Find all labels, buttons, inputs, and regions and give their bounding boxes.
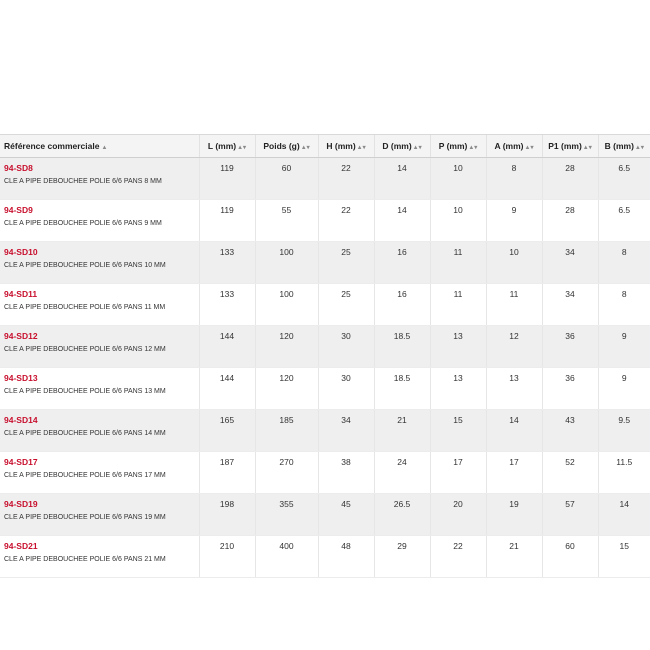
product-description: CLE A PIPE DEBOUCHEE POLIE 6/6 PANS 12 MM (4, 346, 166, 353)
product-reference-link[interactable]: 94-SD12 (4, 331, 38, 341)
value-cell-d: 18.5 (374, 368, 430, 410)
value-cell-h: 22 (318, 158, 374, 200)
value-cell-p1: 60 (542, 536, 598, 578)
product-reference-link[interactable]: 94-SD11 (4, 289, 38, 299)
value-cell-h: 22 (318, 200, 374, 242)
value-cell-l: 198 (199, 494, 255, 536)
value-cell-poids: 355 (255, 494, 318, 536)
value-cell-p: 13 (430, 368, 486, 410)
value-cell-b: 9.5 (598, 410, 650, 452)
value-cell-h: 34 (318, 410, 374, 452)
reference-cell (0, 536, 199, 578)
value-cell-b: 11.5 (598, 452, 650, 494)
value-cell-b: 8 (598, 284, 650, 326)
column-header-label: L (mm) (207, 141, 237, 151)
table-row (0, 200, 650, 242)
column-header-l[interactable] (199, 135, 255, 158)
value-cell-poids: 100 (255, 242, 318, 284)
value-cell-b: 6.5 (598, 158, 650, 200)
product-description: CLE A PIPE DEBOUCHEE POLIE 6/6 PANS 21 MM (4, 556, 166, 563)
value-cell-a: 21 (486, 536, 542, 578)
value-cell-a: 9 (486, 200, 542, 242)
value-cell-b: 14 (598, 494, 650, 536)
value-cell-b: 9 (598, 368, 650, 410)
table-row (0, 284, 650, 326)
value-cell-a: 11 (486, 284, 542, 326)
sort-arrows-icon[interactable]: ▲▾ (356, 145, 366, 151)
reference-cell (0, 326, 199, 368)
reference-cell (0, 494, 199, 536)
value-cell-h: 30 (318, 326, 374, 368)
value-cell-a: 12 (486, 326, 542, 368)
table-row (0, 494, 650, 536)
value-cell-l: 133 (199, 242, 255, 284)
value-cell-l: 144 (199, 368, 255, 410)
column-header-label: Référence commerciale (4, 141, 100, 151)
value-cell-poids: 400 (255, 536, 318, 578)
value-cell-b: 9 (598, 326, 650, 368)
product-reference-link[interactable]: 94-SD19 (4, 499, 38, 509)
sort-arrows-icon[interactable]: ▲▾ (412, 145, 422, 151)
product-description: CLE A PIPE DEBOUCHEE POLIE 6/6 PANS 14 MM (4, 430, 166, 437)
value-cell-a: 10 (486, 242, 542, 284)
product-reference-link[interactable]: 94-SD9 (4, 205, 33, 215)
column-header-a[interactable] (486, 135, 542, 158)
value-cell-poids: 120 (255, 326, 318, 368)
table-row (0, 452, 650, 494)
table-header-row (0, 135, 650, 158)
product-table (0, 134, 650, 578)
value-cell-p: 10 (430, 200, 486, 242)
value-cell-p: 11 (430, 242, 486, 284)
column-header-d[interactable] (374, 135, 430, 158)
value-cell-d: 29 (374, 536, 430, 578)
value-cell-h: 30 (318, 368, 374, 410)
reference-cell (0, 158, 199, 200)
value-cell-h: 25 (318, 242, 374, 284)
value-cell-l: 187 (199, 452, 255, 494)
value-cell-poids: 100 (255, 284, 318, 326)
column-header-h[interactable] (318, 135, 374, 158)
value-cell-a: 13 (486, 368, 542, 410)
value-cell-l: 210 (199, 536, 255, 578)
column-header-label: B (mm) (604, 141, 634, 151)
value-cell-h: 38 (318, 452, 374, 494)
column-header-ref[interactable] (0, 135, 199, 158)
column-header-label: H (mm) (326, 141, 356, 151)
reference-cell (0, 200, 199, 242)
value-cell-p: 11 (430, 284, 486, 326)
product-description: CLE A PIPE DEBOUCHEE POLIE 6/6 PANS 19 MM (4, 514, 166, 521)
sort-arrows-icon[interactable]: ▲ (101, 145, 108, 151)
product-reference-link[interactable]: 94-SD14 (4, 415, 38, 425)
product-description: CLE A PIPE DEBOUCHEE POLIE 6/6 PANS 13 MM (4, 388, 166, 395)
value-cell-h: 45 (318, 494, 374, 536)
column-header-label: D (mm) (382, 141, 412, 151)
value-cell-p1: 36 (542, 326, 598, 368)
reference-cell (0, 410, 199, 452)
sort-arrows-icon[interactable]: ▲▾ (468, 145, 478, 151)
column-header-p1[interactable] (542, 135, 598, 158)
value-cell-p: 15 (430, 410, 486, 452)
product-description: CLE A PIPE DEBOUCHEE POLIE 6/6 PANS 11 MM (4, 304, 166, 311)
value-cell-h: 25 (318, 284, 374, 326)
product-description: CLE A PIPE DEBOUCHEE POLIE 6/6 PANS 9 MM (4, 220, 162, 227)
value-cell-d: 18.5 (374, 326, 430, 368)
column-header-p[interactable] (430, 135, 486, 158)
column-header-b[interactable] (598, 135, 650, 158)
product-reference-link[interactable]: 94-SD17 (4, 457, 38, 467)
value-cell-b: 8 (598, 242, 650, 284)
value-cell-p: 10 (430, 158, 486, 200)
value-cell-a: 19 (486, 494, 542, 536)
value-cell-l: 144 (199, 326, 255, 368)
value-cell-p: 17 (430, 452, 486, 494)
product-description: CLE A PIPE DEBOUCHEE POLIE 6/6 PANS 17 MM (4, 472, 166, 479)
value-cell-poids: 185 (255, 410, 318, 452)
column-header-label: A (mm) (494, 141, 524, 151)
reference-cell (0, 452, 199, 494)
reference-cell (0, 242, 199, 284)
value-cell-p1: 34 (542, 242, 598, 284)
value-cell-p1: 52 (542, 452, 598, 494)
value-cell-a: 8 (486, 158, 542, 200)
sort-arrows-icon[interactable]: ▲▾ (634, 145, 644, 151)
value-cell-poids: 60 (255, 158, 318, 200)
table-row (0, 242, 650, 284)
value-cell-d: 14 (374, 200, 430, 242)
table-row (0, 410, 650, 452)
value-cell-d: 16 (374, 242, 430, 284)
column-header-label: P1 (mm) (548, 141, 582, 151)
value-cell-p1: 57 (542, 494, 598, 536)
sort-arrows-icon[interactable]: ▲▾ (524, 145, 534, 151)
value-cell-poids: 55 (255, 200, 318, 242)
value-cell-d: 24 (374, 452, 430, 494)
value-cell-b: 15 (598, 536, 650, 578)
sort-arrows-icon[interactable]: ▲▾ (237, 145, 247, 151)
table-row (0, 368, 650, 410)
table-row (0, 326, 650, 368)
column-header-label: P (mm) (438, 141, 468, 151)
reference-cell (0, 284, 199, 326)
sort-arrows-icon[interactable]: ▲▾ (300, 145, 310, 151)
product-reference-link[interactable]: 94-SD21 (4, 541, 38, 551)
value-cell-p1: 36 (542, 368, 598, 410)
value-cell-p1: 28 (542, 158, 598, 200)
value-cell-d: 14 (374, 158, 430, 200)
value-cell-b: 6.5 (598, 200, 650, 242)
value-cell-p1: 34 (542, 284, 598, 326)
table-row (0, 158, 650, 200)
column-header-poids[interactable] (255, 135, 318, 158)
value-cell-p: 22 (430, 536, 486, 578)
value-cell-poids: 120 (255, 368, 318, 410)
table-body (0, 158, 650, 578)
value-cell-p: 13 (430, 326, 486, 368)
value-cell-p1: 28 (542, 200, 598, 242)
product-reference-link[interactable]: 94-SD10 (4, 247, 38, 257)
product-description: CLE A PIPE DEBOUCHEE POLIE 6/6 PANS 8 MM (4, 178, 162, 185)
value-cell-a: 17 (486, 452, 542, 494)
value-cell-l: 133 (199, 284, 255, 326)
table-row (0, 536, 650, 578)
product-reference-link[interactable]: 94-SD8 (4, 163, 33, 173)
product-reference-link[interactable]: 94-SD13 (4, 373, 38, 383)
value-cell-h: 48 (318, 536, 374, 578)
value-cell-l: 119 (199, 158, 255, 200)
value-cell-poids: 270 (255, 452, 318, 494)
sort-arrows-icon[interactable]: ▲▾ (582, 145, 592, 151)
value-cell-l: 119 (199, 200, 255, 242)
value-cell-d: 21 (374, 410, 430, 452)
product-description: CLE A PIPE DEBOUCHEE POLIE 6/6 PANS 10 MM (4, 262, 166, 269)
value-cell-d: 16 (374, 284, 430, 326)
value-cell-a: 14 (486, 410, 542, 452)
value-cell-d: 26.5 (374, 494, 430, 536)
value-cell-p1: 43 (542, 410, 598, 452)
value-cell-l: 165 (199, 410, 255, 452)
value-cell-p: 20 (430, 494, 486, 536)
column-header-label: Poids (g) (263, 141, 300, 151)
reference-cell (0, 368, 199, 410)
